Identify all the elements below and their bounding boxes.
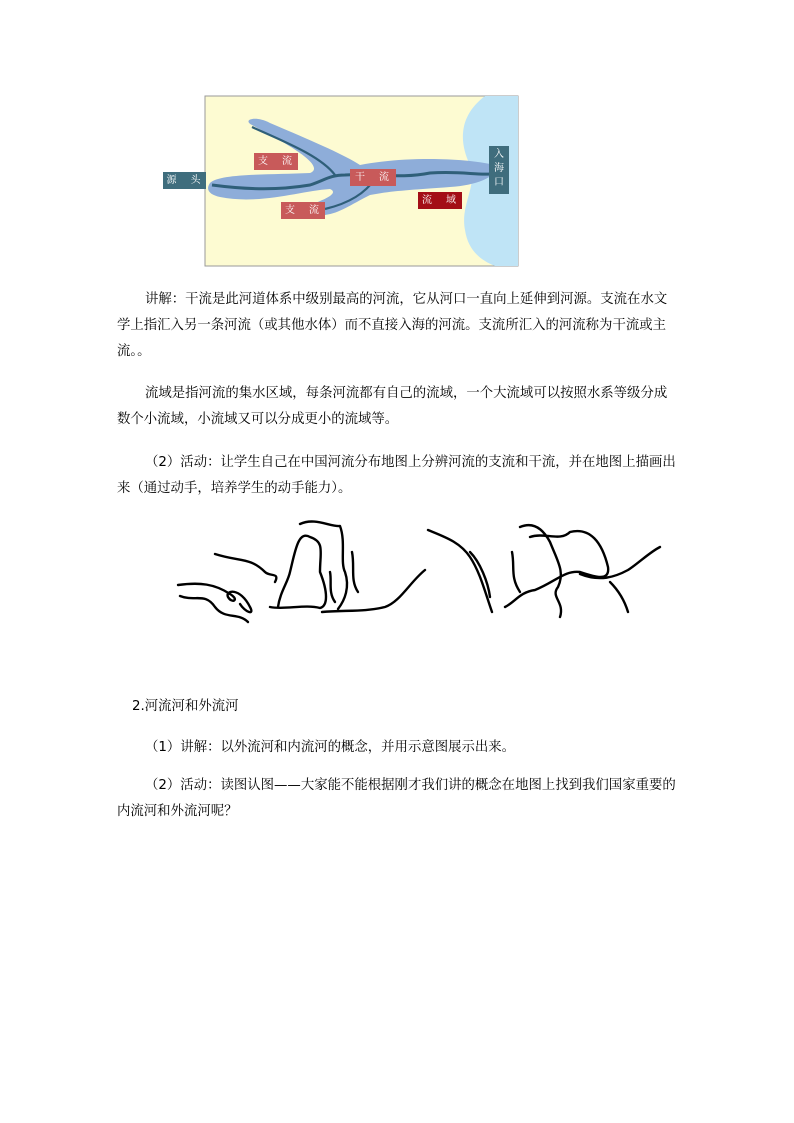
sketch-river [270, 536, 326, 608]
main-stream-label: 干 流 [350, 169, 396, 186]
river-diagram-graphic [160, 95, 522, 269]
sketch-river [322, 570, 425, 612]
concept-paragraph: （1）讲解：以外流河和内流河的概念，并用示意图展示出来。 [145, 740, 516, 755]
sketch-river [180, 596, 248, 622]
river-mouth-char: 海 [494, 163, 504, 174]
river-mouth-char: 入 [494, 149, 504, 160]
river-map-sketch [170, 512, 670, 632]
basin-paragraph: 流域是指河流的集水区域，每条河流都有自己的流域，一个大流域可以按照水系等级分成数个小流域，小流域又可以分成更小的流域等。 [117, 386, 668, 427]
basin-label: 流 域 [418, 192, 462, 209]
tributary-label-bottom: 支 流 [281, 202, 325, 219]
section-heading: 2.河流河和外流河 [132, 699, 239, 714]
sketch-river [215, 554, 276, 582]
map-activity-paragraph: （2）活动：读图认图——大家能不能根据刚才我们讲的概念在地图上找到我们国家重要的内流河和外流河呢？ [117, 778, 676, 819]
river-mouth-label [489, 146, 509, 194]
river-mouth-char: 口 [494, 177, 504, 188]
sketch-river [512, 552, 520, 592]
sketch-river [580, 547, 660, 578]
activity-paragraph: （2）活动：让学生自己在中国河流分布地图上分辨河流的支流和干流，并在地图上描画出来（通过动手，培养学生的动手能力）。 [117, 455, 676, 496]
sketch-river [330, 572, 335, 602]
sketch-river [352, 552, 358, 592]
source-label: 源 头 [163, 172, 206, 189]
river-system-diagram [160, 95, 522, 269]
sketch-river [520, 525, 561, 617]
sketch-river [610, 582, 628, 612]
explanation-paragraph: 讲解：干流是此河道体系中级别最高的河流，它从河口一直向上延伸到河源。支流在水文学上指汇入另一条河流（或其他水体）而不直接入海的河流。支流所汇入的河流称为干流或主流。。 [117, 292, 668, 359]
tributary-label-top: 支 流 [254, 153, 298, 170]
